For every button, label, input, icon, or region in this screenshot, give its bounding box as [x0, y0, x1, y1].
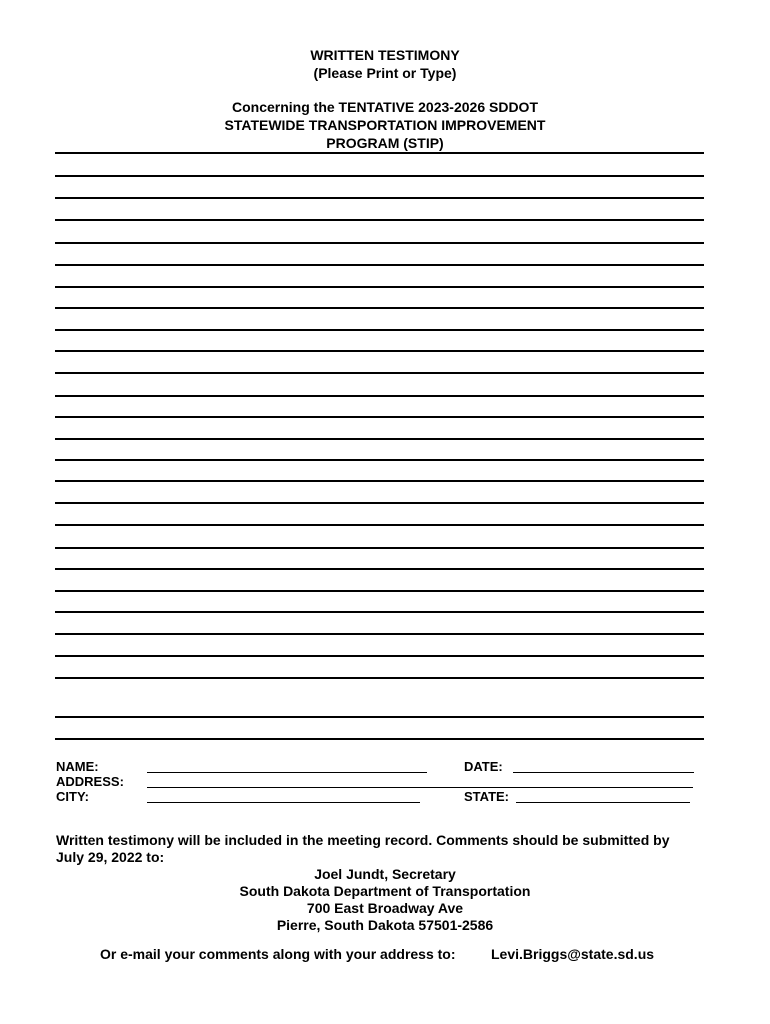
- writing-line: [55, 307, 704, 309]
- email-address[interactable]: Levi.Briggs@state.sd.us: [491, 946, 655, 962]
- writing-line: [55, 633, 704, 635]
- submission-note-line-2: July 29, 2022 to:: [56, 849, 165, 865]
- writing-line: [55, 264, 704, 266]
- name-label: NAME:: [56, 759, 99, 774]
- writing-line: [55, 372, 704, 374]
- writing-line: [55, 590, 704, 592]
- date-field[interactable]: [513, 772, 694, 773]
- writing-line: [55, 716, 704, 718]
- mailing-address: [0, 866, 770, 934]
- writing-line: [55, 524, 704, 526]
- email-prompt: Or e-mail your comments along with your address to:: [100, 946, 456, 962]
- writing-line: [55, 175, 704, 177]
- writing-line: [55, 219, 704, 221]
- writing-line: [55, 242, 704, 244]
- testimony-writing-area[interactable]: [55, 152, 704, 742]
- writing-line: [55, 502, 704, 504]
- street-address: 700 East Broadway Ave: [306, 900, 464, 916]
- writing-line: [55, 152, 704, 154]
- city-label: CITY:: [56, 789, 89, 804]
- writing-line: [55, 416, 704, 418]
- writing-line: [55, 568, 704, 570]
- state-label: STATE:: [464, 789, 510, 804]
- writing-line: [55, 738, 704, 740]
- writing-line: [55, 655, 704, 657]
- city-field[interactable]: [147, 802, 420, 803]
- writing-line: [55, 395, 704, 397]
- writing-line: [55, 329, 704, 331]
- writing-line: [55, 286, 704, 288]
- writing-line: [55, 547, 704, 549]
- date-label: DATE:: [464, 759, 503, 774]
- address-field[interactable]: [147, 787, 693, 788]
- state-field[interactable]: [516, 802, 690, 803]
- name-field[interactable]: [147, 772, 427, 773]
- city-state-zip: Pierre, South Dakota 57501-2586: [276, 917, 494, 933]
- writing-line: [55, 480, 704, 482]
- writing-line: [55, 438, 704, 440]
- submission-note: [56, 832, 716, 866]
- form-subtitle: (Please Print or Type): [313, 65, 457, 81]
- concerning-line-1: Concerning the TENTATIVE 2023-2026 SDDOT: [232, 99, 538, 115]
- header-gap: [0, 82, 770, 98]
- form-header: [0, 46, 770, 152]
- submission-note-line-1: Written testimony will be included in the meeting record. Comments should be submitted by: [56, 832, 670, 848]
- writing-line: [55, 611, 704, 613]
- department-name: South Dakota Department of Transportation: [239, 883, 531, 899]
- address-label: ADDRESS:: [56, 774, 124, 789]
- writing-line: [55, 197, 704, 199]
- writing-line: [55, 350, 704, 352]
- concerning-line-2: STATEWIDE TRANSPORTATION IMPROVEMENT: [224, 117, 546, 133]
- concerning-line-3: PROGRAM (STIP): [326, 135, 444, 151]
- writing-line: [55, 677, 704, 679]
- form-title: WRITTEN TESTIMONY: [310, 47, 460, 63]
- writing-line: [55, 459, 704, 461]
- recipient-name: Joel Jundt, Secretary: [314, 866, 456, 882]
